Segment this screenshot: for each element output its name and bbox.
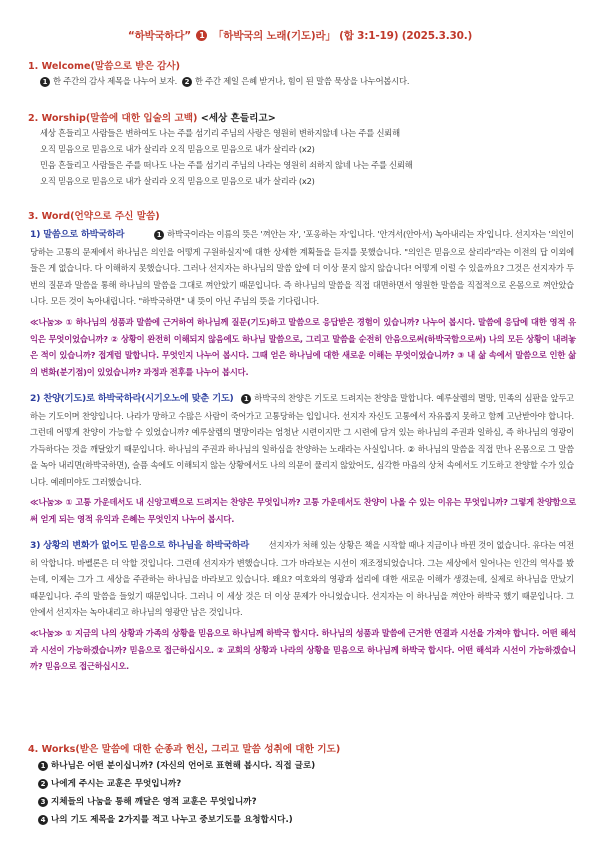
share-block-3: ≪나눔≫ ① 지금의 나의 상황과 가족의 상황을 믿음으로 하나님께 하박국 합시다. 하나님의 성품과 말씀에 근거한 연결과 시선을 가져야 합니다. 어떤 해석과 시선이 가능하겠습니까? 믿음으로 접근하십시오. ② 교회의 상황과 나라의 상황을 믿음으로 하나님께 하박국 합시다. 어떤 해석과 시선이 가능하겠습니까? 믿음으로 접근하십시오.	[30, 628, 576, 671]
works-item-4	[38, 813, 293, 825]
works-item-1	[38, 759, 315, 771]
share-block-2: ≪나눔≫ ① 고통 가운데서도 내 신앙고백으로 드려지는 찬양은 무엇입니까? 고통 가운데서도 찬양이 나올 수 있는 이유는 무엇입니까? 그렇게 찬양함으로써 얻게 되는 영적 유익과 은혜는 무엇인지 나누어 봅시다.	[30, 497, 576, 524]
works-item-3-text: 지체들의 나눔을 통해 깨달은 영적 교훈은 무엇입니까?	[51, 797, 257, 807]
paragraph-2-number: 1	[241, 394, 251, 404]
works-item-2	[38, 777, 181, 789]
paragraph-1-text: 하박국이라는 이름의 뜻은 '껴안는 자', '포옹하는 자'입니다. '안겨서(안아서) 녹아내리는 자'입니다. 선지자는 '의인이 당하는 고통의 문제에서 하나님은 의인을 어떻게 구원하실지'에 대한 상세한 계획들을 듣지를 못했습니다. "의인은 믿음으로 살리라"라는 이전의 답 이외에 들은 게 없습니다. 다 이해하지 못했습니다. 그러나 선지자는 하나님의 말씀 앞에 더 이상 묻지 않지 않습니다! 어떻게 이럴 수 있을까요? 그것은 선지자가 두 번의 질문과 말씀을 통해 하나님의 말씀을 그대로 껴안았기 때문입니다. 즉 하나님의 말씀을 직접 대면하면서 영원한 말씀을 직접적으로 온몸으로 껴안았습니다. 모든 것이 녹아내립니다. "하박국하면" 내 뜻이 아닌 주님의 뜻을 기다립니다.	[30, 229, 575, 306]
paragraph-1-number: 1	[154, 230, 164, 240]
welcome-item-1-number: 1	[40, 77, 50, 87]
works-item-4-number: 4	[38, 815, 48, 825]
page-title	[0, 28, 600, 43]
welcome-item-2-text: 한 주간 제일 은혜 받거나, 힘이 된 말씀 묵상을 나누어봅시다.	[194, 76, 410, 86]
word-paragraph-2	[30, 390, 574, 490]
paragraph-1-title: 1) 말씀으로 하박국하라	[30, 229, 125, 240]
paragraph-2-text: 하박국의 찬양은 기도로 드려지는 찬양을 말합니다. 예루살렘의 멸망, 민족의 심판을 앞두고 하는 기도이며 찬양입니다. 나라가 망하고 수많은 사람이 죽어가고 고통당하는 입입니다. 선지자 자신도 고통에서 자유롭지 못하고 함께 고난받아야 합니다. 그런데 어떻게 찬양이 가능할 수 있었습니까? 예루살렘의 멸망이라는 엄청난 시련이지만 그 시련에 담겨 있는 하나님의 주권과 일하심, 즉 하나님의 영광이 가득하다는 것을 깨달았기 때문입니다. 하나님의 주권과 하나님의 일하심을 찬양하는 노래라는 사실입니다. ② 하나님의 말씀을 직접 만나 온몸으로 그 말씀을 녹아 내리면(하박국하면), 슬픔 속에도 이해되지 않는 상황에서도 나의 의문이 풀리지 않았어도, 심각한 마음의 상처 속에서도 기도하고 찬양할 수가 있습니다. 예레미야도 그러했습니다.	[30, 393, 574, 487]
works-item-3-number: 3	[38, 797, 48, 807]
word-paragraph-3	[30, 537, 574, 621]
word-paragraph-1	[30, 226, 574, 310]
paragraph-2-title: 2) 찬양(기도)로 하박국하라(시기오노에 맞춘 기도)	[30, 393, 234, 404]
worship-heading-text: 2. Worship(말씀에 대한 입술의 고백)	[28, 113, 198, 124]
lyric-line-1: 세상 흔들리고 사람들은 변하여도 나는 주를 섬기리 주님의 사랑은 영원히 변하지않네 나는 주를 신뢰해	[40, 128, 400, 138]
works-item-3	[38, 795, 257, 807]
welcome-item-1-text: 한 주간의 감사 제목을 나누어 보자.	[53, 76, 178, 86]
title-main: 「하박국의 노래(기도)라」 (합 3:1-19) (2025.3.30.)	[212, 30, 473, 42]
welcome-heading: 1. Welcome(말씀으로 받은 감사)	[28, 61, 181, 72]
title-number-badge: 1	[196, 30, 207, 41]
worship-song-title: <세상 흔들리고>	[200, 113, 276, 124]
works-item-4-text: 나의 기도 제목을 2가지를 적고 나누고 중보기도를 요청합시다.)	[51, 815, 293, 825]
welcome-item-2-number: 2	[182, 77, 192, 87]
works-item-2-text: 나에게 주시는 교훈은 무엇입니까?	[51, 779, 182, 789]
title-prefix: “하박국하다”	[127, 30, 192, 42]
lyric-line-4: 오직 믿음으로 믿음으로 내가 살리라 오직 믿음으로 믿음으로 내가 살리라 (x2)	[40, 176, 315, 186]
welcome-items	[40, 75, 409, 87]
works-heading: 4. Works(받은 말씀에 대한 순종과 헌신, 그리고 말씀 성취에 대한 기도)	[28, 744, 341, 755]
word-heading: 3. Word(언약으로 주신 말씀)	[28, 211, 160, 222]
share-block-1: ≪나눔≫ ① 하나님의 성품과 말씀에 근거하여 하나님께 질문(기도)하고 말씀으로 응답받은 경험이 있습니까? 나누어 봅시다. 말씀에 응답에 대한 영적 유익은 무엇이었습니까? ② 상황이 완전히 이해되지 않음에도 하나님 말씀으로, 그리고 말씀을 순전히 안음으로써(하박국함으로써) 나의 모든 상황이 내려놓은 적이 있습니까? 접게럼 말합니다. 무엇인지 나누어 봅시다. 그때 얻은 하나님에 대한 새로운 이해는 무엇이었습니까? ③ 내 삶 속에서 말씀으로 인한 삶의 변화(분기점)이 있었습니까? 과정과 전후를 나누어 봅시다.	[30, 317, 576, 377]
lyric-line-3: 민음 흔들리고 사람들은 주를 떠나도 나는 주를 섬기리 주님의 나라는 영원히 쇠하지 않네 나는 주를 신뢰해	[40, 160, 413, 170]
paragraph-3-text: 선지자가 처해 있는 상황은 책을 시작할 때나 지금이나 바뀐 것이 없습니다. 유다는 여전히 악합니다. 바벨론은 더 악할 것입니다. 그런데 선지자가 변했습니다. 그가 바라보는 시선이 재조정되었습니다. 그는 세상에서 일어나는 인간의 역사를 봤는데, 이제는 그가 그 세상을 주관하는 하나님을 바라보고 있습니다. 왜요? 여호와의 영광과 섭리에 대한 새로운 이해가 생겼는데, 실제로 하나님을 만났기 때문입니다. 주의 말씀을 들었기 때문입니다. 그러니 이 세상 것은 더 이상 문제가 아니었습니다. 선지자는 이 하나님을 껴안아 하박국 했기 때문입니다. 그 안에서 선지자는 녹아내리고 하나님의 영광만 남은 것입니다.	[30, 540, 574, 617]
works-item-2-number: 2	[38, 779, 48, 789]
works-item-1-text: 하나님은 어떤 분이십니까? (자신의 언어로 표현해 봅시다. 직접 글로)	[51, 761, 316, 771]
paragraph-3-title: 3) 상황의 변화가 없어도 믿음으로 하나님을 하박국하라	[30, 540, 250, 551]
works-item-1-number: 1	[38, 761, 48, 771]
lyric-line-2: 오직 믿음으로 믿음으로 내가 살리라 오직 믿음으로 믿음으로 내가 살리라 (x2)	[40, 144, 315, 154]
worship-heading	[28, 110, 276, 124]
